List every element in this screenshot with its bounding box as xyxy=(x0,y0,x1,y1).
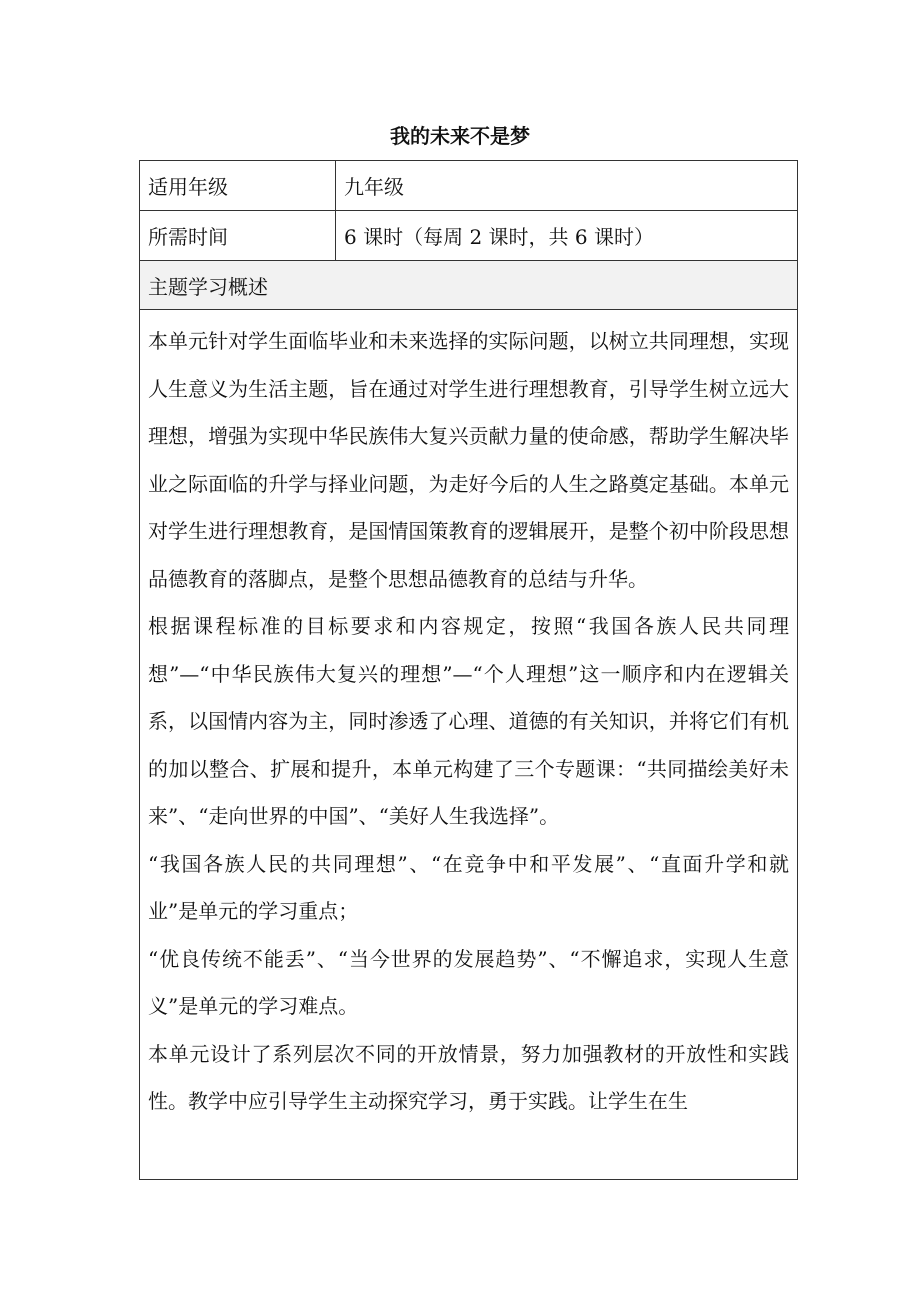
overview-paragraph: “优良传统不能丢”、“当今世界的发展趋势”、“不懈追求，实现人生意义”是单元的学习难点。 xyxy=(148,946,789,1018)
overview-paragraph: “我国各族人民的共同理想”、“在竞争中和平发展”、“直面升学和就业”是单元的学习重点； xyxy=(148,851,789,923)
time-value: 6 课时（每周 2 课时，共 6 课时） xyxy=(336,211,798,261)
overview-paragraph: 本单元设计了系列层次不同的开放情景，努力加强教材的开放性和实践性。教学中应引导学生主动探究学习，勇于实践。让学生在生 xyxy=(148,1041,789,1113)
overview-paragraph: 根据课程标准的目标要求和内容规定，按照“我国各族人民共同理想”—“中华民族伟大复兴的理想”—“个人理想”这一顺序和内在逻辑关系，以国情内容为主，同时渗透了心理、道德的有关知识，并将它们有机的加以整合、扩展和提升，本单元构建了三个专题课：“共同描绘美好未来”、“走向世界的中国”、“美好人生我选择”。 xyxy=(148,614,789,828)
overview-header: 主题学习概述 xyxy=(140,261,798,310)
overview-header-row xyxy=(140,261,798,310)
document-title: 我的未来不是梦 xyxy=(390,124,530,148)
time-label: 所需时间 xyxy=(140,211,336,261)
time-row xyxy=(140,211,798,261)
overview-paragraph: 本单元针对学生面临毕业和未来选择的实际问题，以树立共同理想，实现人生意义为生活主题，旨在通过对学生进行理想教育，引导学生树立远大理想，增强为实现中华民族伟大复兴贡献力量的使命感，帮助学生解决毕业之际面临的升学与择业问题，为走好今后的人生之路奠定基础。本单元对学生进行理想教育，是国情国策教育的逻辑展开，是整个初中阶段思想品德教育的落脚点，是整个思想品德教育的总结与升华。 xyxy=(148,329,789,591)
grade-value: 九年级 xyxy=(336,161,798,211)
grade-row xyxy=(140,161,798,211)
overview-content-row xyxy=(140,310,798,1180)
overview-content xyxy=(140,310,798,1180)
course-info-table xyxy=(139,160,798,1180)
grade-label: 适用年级 xyxy=(140,161,336,211)
